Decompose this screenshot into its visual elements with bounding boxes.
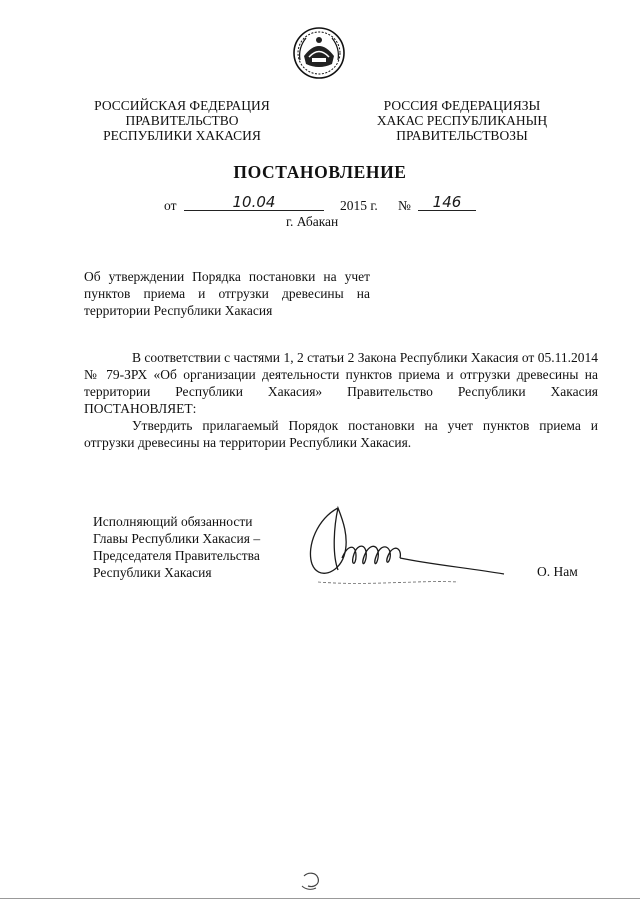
signatory-position: [93, 513, 313, 581]
coat-of-arms-icon: [292, 26, 346, 80]
date-value: 10.04: [184, 193, 324, 211]
page-edge-line: [0, 898, 640, 899]
header-left-line: РЕСПУБЛИКИ ХАКАСИЯ: [103, 128, 261, 143]
city: г. Абакан: [286, 214, 339, 229]
document-number: 146: [418, 193, 476, 211]
signatory-line: Республики Хакасия: [93, 565, 212, 580]
header-left: [84, 98, 280, 143]
date-year: 2015 г.: [340, 198, 378, 213]
signatory-line: Главы Республики Хакасия –: [93, 531, 261, 546]
document-body: [84, 349, 598, 451]
header-right-line: ПРАВИТЕЛЬСТВОЗЫ: [396, 128, 528, 143]
date-prefix: от: [164, 198, 177, 213]
document-title: ПОСТАНОВЛЕНИЕ: [233, 162, 407, 182]
header-right-line: ХАКАС РЕСПУБЛИКАНЫҢ: [376, 113, 548, 128]
header-right-line: РОССИЯ ФЕДЕРАЦИЯЗЫ: [383, 98, 541, 113]
body-paragraph: В соответствии с частями 1, 2 статьи 2 Закона Республики Хакасия от 05.11.2014 № 79-ЗРХ «Об организации деятельности пунктов приема и отгрузки древесины на территории Республики Хакасия» Правительство Республики Хакасия ПОСТАНОВЛЯЕТ:: [84, 350, 598, 416]
header-right: [358, 98, 566, 143]
document-subject: Об утверждении Порядка постановки на учет пунктов приема и отгрузки древесины на территории Республики Хакасия: [84, 269, 370, 318]
signatory-line: Председателя Правительства: [93, 548, 260, 563]
number-sign: №: [398, 198, 411, 213]
handwritten-signature: [298, 498, 508, 596]
scan-mark-icon: [298, 868, 324, 894]
body-paragraph: Утвердить прилагаемый Порядок постановки на учет пунктов приема и отгрузки древесины на территории Республики Хакасия.: [84, 418, 598, 450]
header-left-line: ПРАВИТЕЛЬСТВО: [125, 113, 239, 128]
header-left-line: РОССИЙСКАЯ ФЕДЕРАЦИЯ: [94, 98, 270, 113]
signer-name: О. Нам: [537, 564, 578, 579]
signatory-line: Исполняющий обязанности: [93, 514, 253, 529]
